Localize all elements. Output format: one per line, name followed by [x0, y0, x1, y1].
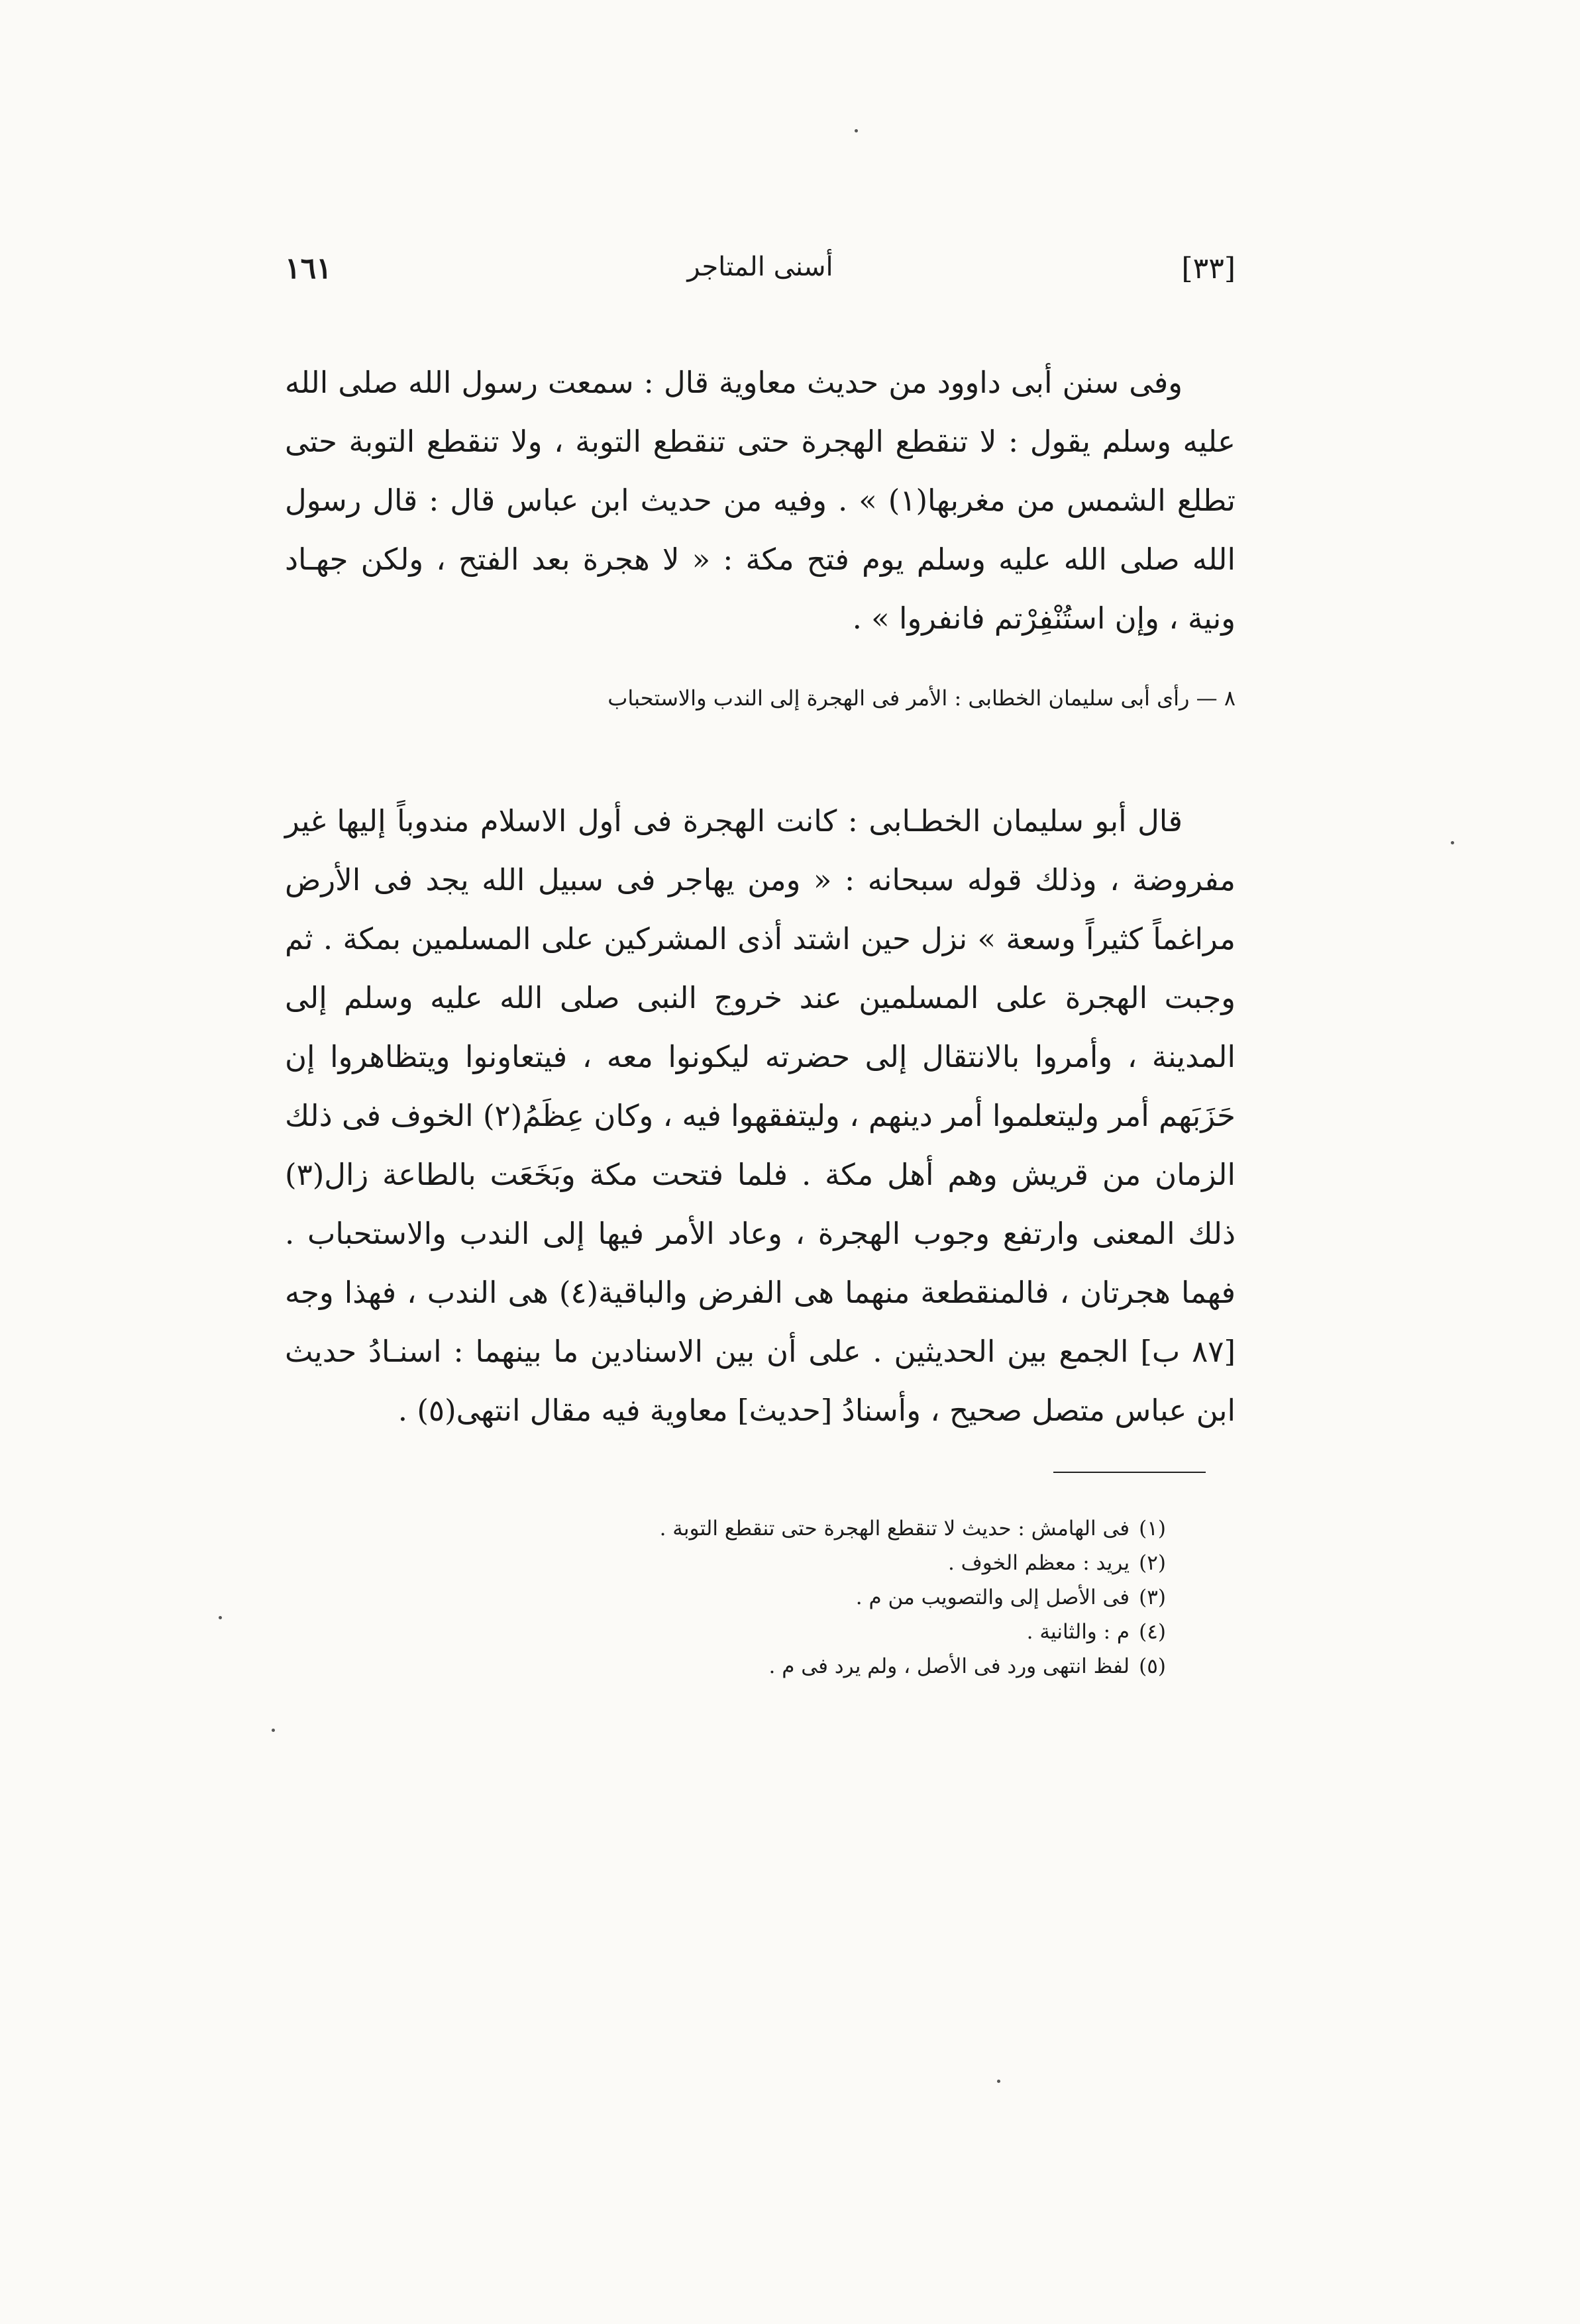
page-number: ١٦١ [285, 252, 332, 285]
footnote-number: (٣) [1139, 1586, 1166, 1609]
body-paragraph: قال أبو سليمان الخطـابى : كانت الهجرة فى أول الاسلام مندوباً إليها غير مفروضة ، وذلك قوله سبحانه : « ومن يهاجر فى سبيل الله يجد فى الأرض مراغماً كثيراً وسعة » نزل حين اشتد أذى المشركين على المسلمين بمكة . ثم وجبت الهجرة على المسلمين عند خروج النبى صلى الله عليه وسلم إلى المدينة ، وأمروا بالانتقال إلى حضرته ليكونوا معه ، فيتعاونوا ويتظاهروا إن حَزَبَهم أمر وليتعلموا أمر دينهم ، وليتفقهوا فيه ، وكان عِظَمُ(٢) الخوف فى ذلك الزمان من قريش وهم أهل مكة . فلما فتحت مكة وبَخَعَت بالطاعة زال(٣) ذلك المعنى وارتفع وجوب الهجرة ، وعاد الأمر فيها إلى الندب والاستحباب . فهما هجرتان ، فالمنقطعة منهما هى الفرض والباقية(٤) هى الندب ، فهذا وجه [٨٧ ب] الجمع بين الحديثين . على أن بين الاسنادين ما بينهما : اسنـادُ حديث ابن عباس متصل صحيح ، وأسنادُ [حديث] معاوية فيه مقال انتهى(٥) . [285, 803, 1236, 1428]
footnote-text: فى الهامش : حديث لا تنقطع الهجرة حتى تنقطع التوبة . [659, 1517, 1130, 1541]
footnote [530, 1511, 1166, 1546]
scan-speck [272, 1729, 275, 1732]
scan-speck [219, 1616, 222, 1619]
footnote [530, 1649, 1166, 1684]
footnote-rule [1053, 1472, 1206, 1473]
footnotes-list [530, 1511, 1166, 1684]
footnote [530, 1615, 1166, 1649]
footnote-text: لفظ انتهى ورد فى الأصل ، ولم يرد فى م . [768, 1654, 1130, 1678]
footnote-text: فى الأصل إلى والتصويب من م . [855, 1586, 1130, 1609]
footnote-number: (٥) [1139, 1654, 1166, 1678]
scan-speck [1451, 841, 1454, 844]
scan-speck [997, 2080, 1000, 2083]
footnote-text: يريد : معظم الخوف . [947, 1551, 1130, 1575]
book-title: أسنى المتاجر [687, 252, 833, 282]
footnote [530, 1580, 1166, 1615]
section-heading: ٨ — رأى أبى سليمان الخطابى : الأمر فى الهجرة إلى الندب والاستحباب [607, 685, 1236, 711]
footnote-text: م : والثانية . [1026, 1620, 1130, 1644]
section-number: [٣٣] [1181, 252, 1236, 285]
running-head [285, 252, 1236, 291]
footnote-number: (٤) [1139, 1620, 1166, 1644]
footnote [530, 1546, 1166, 1580]
footnote-number: (١) [1139, 1517, 1166, 1541]
footnote-number: (٢) [1139, 1551, 1166, 1575]
body-paragraph: وفى سنن أبى داوود من حديث معاوية قال : سمعت رسول الله صلى الله عليه وسلم يقول : لا تنقطع الهجرة حتى تنقطع التوبة ، ولا تنقطع التوبة حتى تطلع الشمس من مغربها(١) » . وفيه من حديث ابن عباس قال : قال رسول الله صلى الله عليه وسلم يوم فتح مكة : « لا هجرة بعد الفتح ، ولكن جهـاد ونية ، وإن استُنْفِرْتم فانفروا » . [285, 365, 1236, 636]
scan-speck [855, 129, 858, 132]
